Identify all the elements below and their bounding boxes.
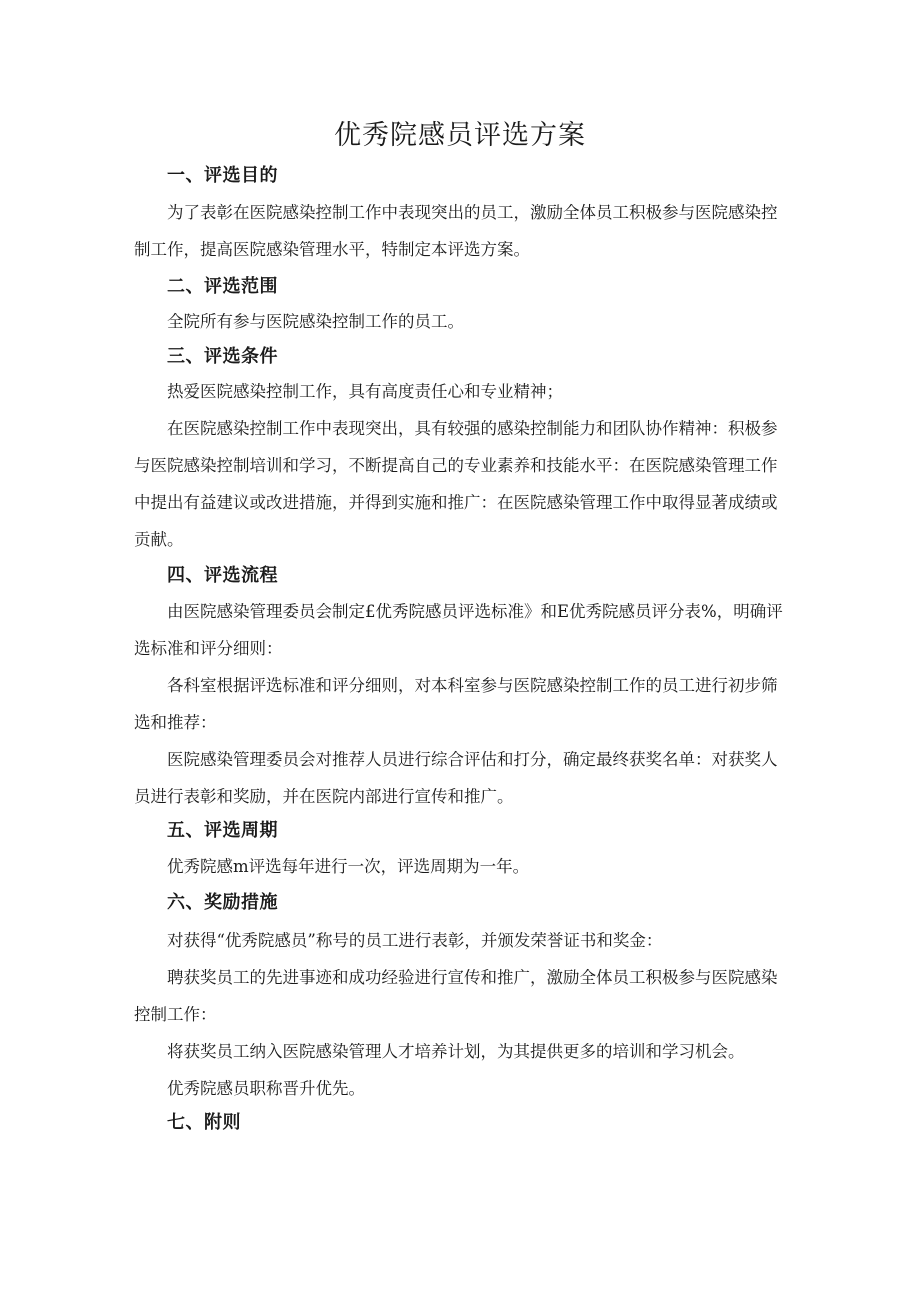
paragraph-rewards-3: 将获奖员工纳入医院感染管理人才培养计划，为其提供更多的培训和学习机会。 (167, 1042, 745, 1061)
section-heading-scope: 二、评选范围 (167, 276, 278, 297)
paragraph-scope: 全院所有参与医院感染控制工作的员工。 (167, 312, 464, 331)
paragraph-process-3: 医院感染管理委员会对推荐人员进行综合评估和打分，确定最终获奖名单：对获奖人员进行表彰和奖励，并在医院内部进行宣传和推广。 (134, 750, 778, 806)
paragraph-process-2: 各科室根据评选标准和评分细则，对本科室参与医院感染控制工作的员工进行初步筛选和推荐： (134, 676, 778, 732)
section-heading-rewards: 六、奖励措施 (167, 892, 278, 913)
document-title: 优秀院感员评选方案 (334, 120, 586, 151)
section-heading-supplementary: 七、附则 (167, 1112, 241, 1133)
paragraph-rewards-2: 聘获奖员工的先进事迹和成功经验进行宣传和推广，激励全体员工积极参与医院感染控制工作： (134, 968, 778, 1024)
paragraph-process-1: 由医院感染管理委员会制定£优秀院感员评选标准》和E优秀院感员评分表%，明确评选标准和评分细则： (134, 602, 783, 658)
paragraph-criteria-1: 热爱医院感染控制工作，具有高度责任心和专业精神； (167, 382, 563, 401)
paragraph-rewards-1: 对获得“优秀院感员”称号的员工进行表彰，并颁发荣誉证书和奖金： (167, 931, 663, 950)
paragraph-rewards-4: 优秀院感员职称晋升优先。 (167, 1079, 365, 1098)
section-heading-purpose: 一、评选目的 (167, 165, 278, 186)
paragraph-purpose: 为了表彰在医院感染控制工作中表现突出的员工，激励全体员工积极参与医院感染控制工作，提高医院感染管理水平，特制定本评选方案。 (134, 203, 778, 259)
paragraph-cycle: 优秀院感m评选每年进行一次，评选周期为一年。 (167, 857, 530, 876)
section-heading-process: 四、评选流程 (167, 565, 278, 586)
section-heading-cycle: 五、评选周期 (167, 820, 278, 841)
paragraph-criteria-2: 在医院感染控制工作中表现突出，具有较强的感染控制能力和团队协作精神：积极参与医院感染控制培训和学习，不断提高自己的专业素养和技能水平：在医院感染管理工作中提出有益建议或改进措施，并得到实施和推广：在医院感染管理工作中取得显著成绩或贡献。 (134, 419, 778, 549)
section-heading-criteria: 三、评选条件 (167, 346, 278, 367)
